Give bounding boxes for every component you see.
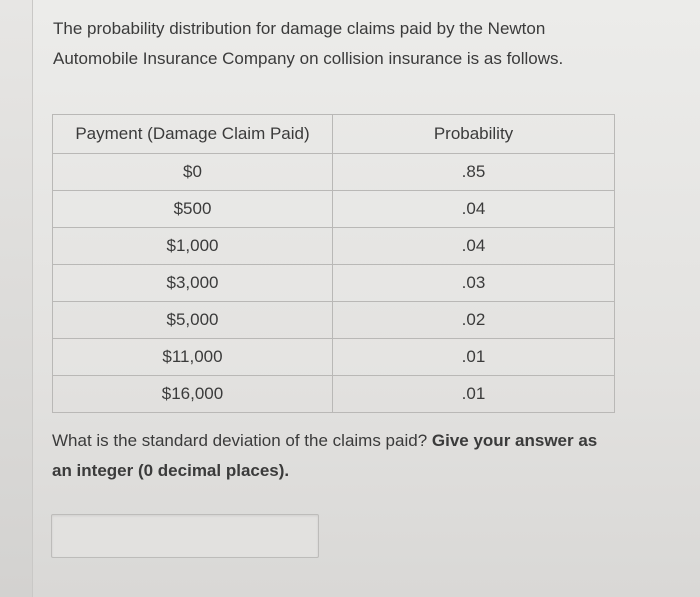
table-row (53, 376, 615, 413)
probability-cell: .01 (333, 376, 615, 413)
payment-cell: $16,000 (53, 376, 333, 413)
table-row (53, 228, 615, 265)
probability-table (52, 114, 615, 413)
question-instruction: Give your answer as an integer (0 decimal places). (52, 431, 598, 480)
payment-cell: $11,000 (53, 339, 333, 376)
probability-cell: .85 (333, 154, 615, 191)
payment-cell: $3,000 (53, 265, 333, 302)
probability-cell: .04 (333, 228, 615, 265)
header-probability: Probability (333, 115, 615, 154)
payment-cell: $5,000 (53, 302, 333, 339)
question-main: What is the standard deviation of the claims paid? (52, 431, 428, 450)
table-row (53, 265, 615, 302)
payment-cell: $500 (53, 191, 333, 228)
table-header-row (53, 115, 615, 154)
table-row (53, 339, 615, 376)
probability-cell: .01 (333, 339, 615, 376)
payment-cell: $1,000 (53, 228, 333, 265)
answer-input[interactable] (51, 514, 319, 558)
header-payment: Payment (Damage Claim Paid) (53, 115, 333, 154)
question-text (52, 426, 612, 486)
probability-cell: .02 (333, 302, 615, 339)
probability-cell: .04 (333, 191, 615, 228)
payment-cell: $0 (53, 154, 333, 191)
table-row (53, 191, 615, 228)
probability-cell: .03 (333, 265, 615, 302)
table-row (53, 154, 615, 191)
problem-intro: The probability distribution for damage claims paid by the Newton Automobile Insurance Company on collision insurance is as follows. (53, 19, 564, 68)
table-row (53, 302, 615, 339)
